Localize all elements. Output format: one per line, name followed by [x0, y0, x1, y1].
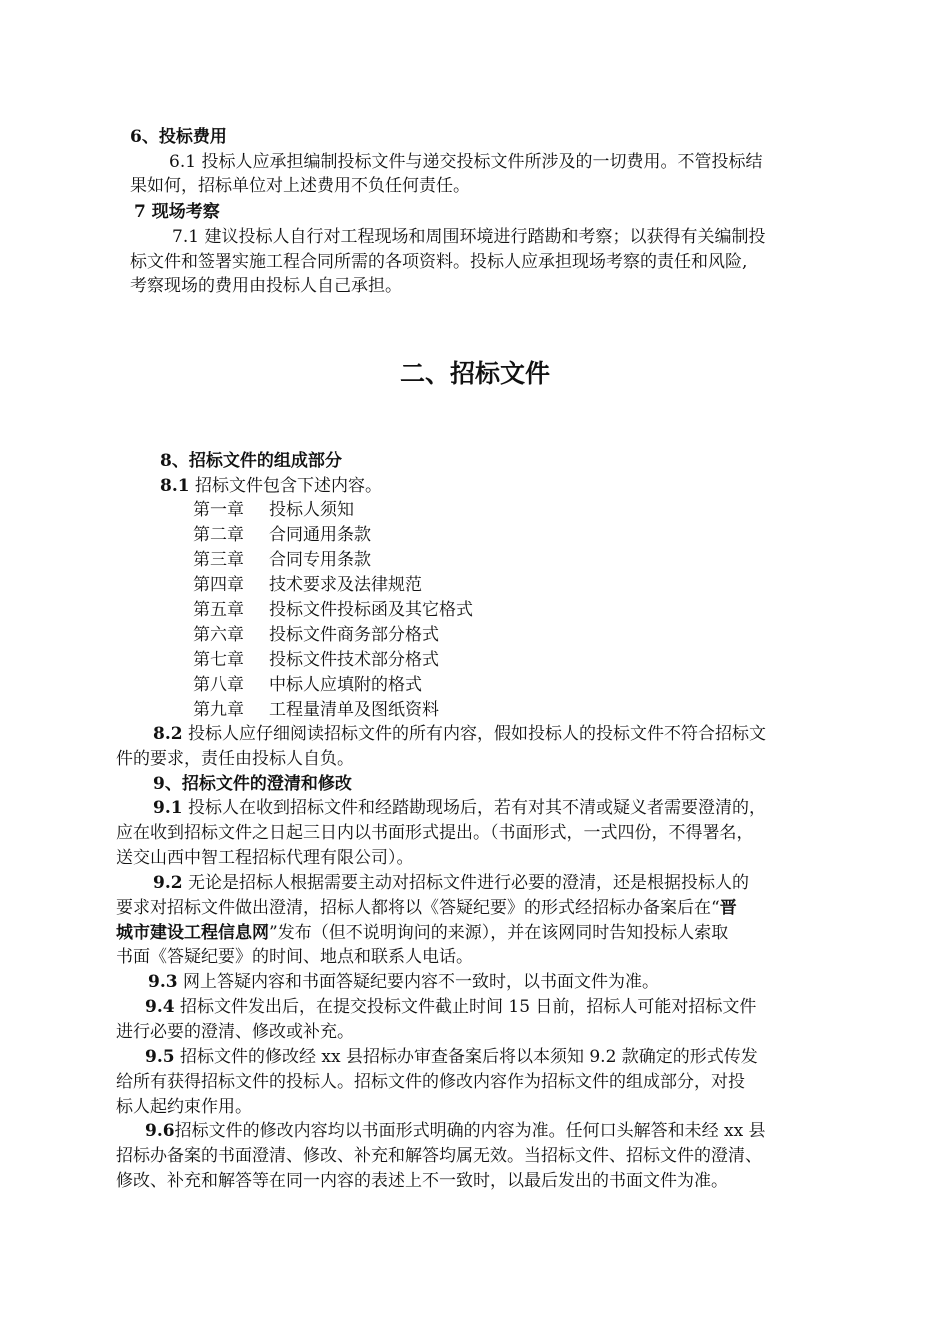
section-9-6-text: 招标文件的修改内容均以书面形式明确的内容为准。任何口头解答和未经 xx 县 — [174, 1121, 766, 1141]
chapter-number: 第一章 — [193, 500, 244, 520]
chapter-item — [193, 624, 439, 646]
section-9-2-text-3: ”发布（但不说明询问的来源），并在该网同时告知投标人索取 — [269, 923, 729, 943]
section-7-heading: 7 现场考察 — [134, 202, 220, 222]
section-9-5-number: 9.5 — [145, 1047, 175, 1067]
chapter-item — [193, 549, 371, 571]
section-9-4-text: 招标文件发出后，在提交投标文件截止时间 15 日前，招标人可能对招标文件 — [174, 997, 757, 1017]
chapter-name: 投标人须知 — [269, 500, 354, 520]
section-9-2-line-2 — [116, 897, 737, 919]
section-8-1-text: 招标文件包含下述内容。 — [194, 476, 382, 496]
section-8-2-number: 8.2 — [153, 724, 183, 744]
chapter-item — [193, 599, 473, 621]
chapter-number: 第九章 — [193, 700, 244, 720]
chapter-name: 中标人应填附的格式 — [269, 675, 422, 695]
section-9-5-line-3: 标人起约束作用。 — [116, 1097, 252, 1117]
chapter-name: 投标文件商务部分格式 — [269, 625, 439, 645]
section-6-1-line-1: 6.1 投标人应承担编制投标文件与递交投标文件所涉及的一切费用。不管投标结 — [169, 152, 763, 172]
section-6-heading: 6、投标费用 — [130, 127, 227, 147]
chapter-item — [193, 649, 439, 671]
chapter-item — [193, 499, 354, 521]
section-9-3-number: 9.3 — [148, 972, 178, 992]
chapter-number: 第二章 — [193, 525, 244, 545]
chapter-name: 投标文件投标函及其它格式 — [269, 600, 473, 620]
section-7-1-line-1: 7.1 建议投标人自行对工程现场和周围环境进行踏勘和考察；以获得有关编制投 — [172, 227, 766, 247]
chapter-item — [193, 524, 371, 546]
chapter-item — [193, 699, 439, 721]
section-9-4-line-2: 进行必要的澄清、修改或补充。 — [116, 1022, 354, 1042]
chapter-number: 第三章 — [193, 550, 244, 570]
section-9-1-text: 投标人在收到招标文件和经踏勘现场后，若有对其不清或疑义者需要澄清的， — [187, 798, 766, 818]
section-9-2-text-2: 要求对招标文件做出澄清，招标人都将以《答疑纪要》的形式经招标办备案后在“ — [116, 898, 720, 918]
section-9-1-line-3: 送交山西中智工程招标代理有限公司）。 — [116, 848, 414, 868]
section-9-1-number: 9.1 — [153, 798, 183, 818]
chapter-number: 第五章 — [193, 600, 244, 620]
section-8-1 — [160, 475, 382, 497]
chapter-number: 第四章 — [193, 575, 244, 595]
chapter-number: 第七章 — [193, 650, 244, 670]
section-9-6-line-1 — [145, 1120, 766, 1142]
chapter-item — [193, 574, 422, 596]
section-9-3-text: 网上答疑内容和书面答疑纪要内容不一致时，以书面文件为准。 — [177, 972, 659, 992]
section-9-5-text: 招标文件的修改经 xx 县招标办审查备案后将以本须知 9.2 款确定的形式传发 — [174, 1047, 758, 1067]
chapter-name: 工程量清单及图纸资料 — [269, 700, 439, 720]
section-9-5-line-1 — [145, 1046, 758, 1068]
section-8-1-number: 8.1 — [160, 476, 190, 496]
section-7-1-line-3: 考察现场的费用由投标人自己承担。 — [130, 276, 402, 296]
chapter-name: 技术要求及法律规范 — [269, 575, 422, 595]
section-9-1-line-1 — [153, 797, 766, 819]
chapter-number: 第八章 — [193, 675, 244, 695]
section-8-2-line-1 — [153, 723, 766, 745]
section-8-2-text: 投标人应仔细阅读招标文件的所有内容，假如投标人的投标文件不符合招标文 — [187, 724, 766, 744]
chapter-item — [193, 674, 422, 696]
section-9-2-text: 无论是招标人根据需要主动对招标文件进行必要的澄清，还是根据投标人的 — [182, 873, 749, 893]
chapter-number: 第六章 — [193, 625, 244, 645]
section-9-3 — [148, 971, 659, 993]
section-9-6-line-3: 修改、补充和解答等在同一内容的表述上不一致时，以最后发出的书面文件为准。 — [116, 1171, 728, 1191]
section-9-2-line-4: 书面《答疑纪要》的时间、地点和联系人电话。 — [116, 947, 473, 967]
website-name-part-1: 晋 — [719, 898, 737, 918]
section-9-4-number: 9.4 — [145, 997, 175, 1017]
part-title: 二、招标文件 — [399, 359, 550, 388]
chapter-name: 合同专用条款 — [269, 550, 371, 570]
section-6-1-line-2: 果如何，招标单位对上述费用不负任何责任。 — [130, 176, 470, 196]
section-8-heading: 8、招标文件的组成部分 — [160, 451, 342, 471]
section-9-1-line-2: 应在收到招标文件之日起三日内以书面形式提出。（书面形式，一式四份，不得署名， — [116, 823, 754, 843]
section-9-5-line-2: 给所有获得招标文件的投标人。招标文件的修改内容作为招标文件的组成部分，对投 — [116, 1072, 745, 1092]
chapter-name: 投标文件技术部分格式 — [269, 650, 439, 670]
section-9-6-line-2: 招标办备案的书面澄清、修改、补充和解答均属无效。当招标文件、招标文件的澄清、 — [116, 1146, 762, 1166]
website-name-part-2: 城市建设工程信息网 — [116, 923, 269, 943]
section-9-2-number: 9.2 — [153, 873, 183, 893]
section-9-2-line-3 — [116, 922, 728, 944]
section-8-2-line-2: 件的要求，责任由投标人自负。 — [116, 749, 354, 769]
section-9-6-number: 9.6 — [145, 1121, 175, 1141]
section-9-4-line-1 — [145, 996, 756, 1018]
section-9-heading: 9、招标文件的澄清和修改 — [153, 774, 352, 794]
section-9-2-line-1 — [153, 872, 749, 894]
chapter-name: 合同通用条款 — [269, 525, 371, 545]
section-7-1-line-2: 标文件和签署实施工程合同所需的各项资料。投标人应承担现场考察的责任和风险, — [130, 252, 748, 272]
